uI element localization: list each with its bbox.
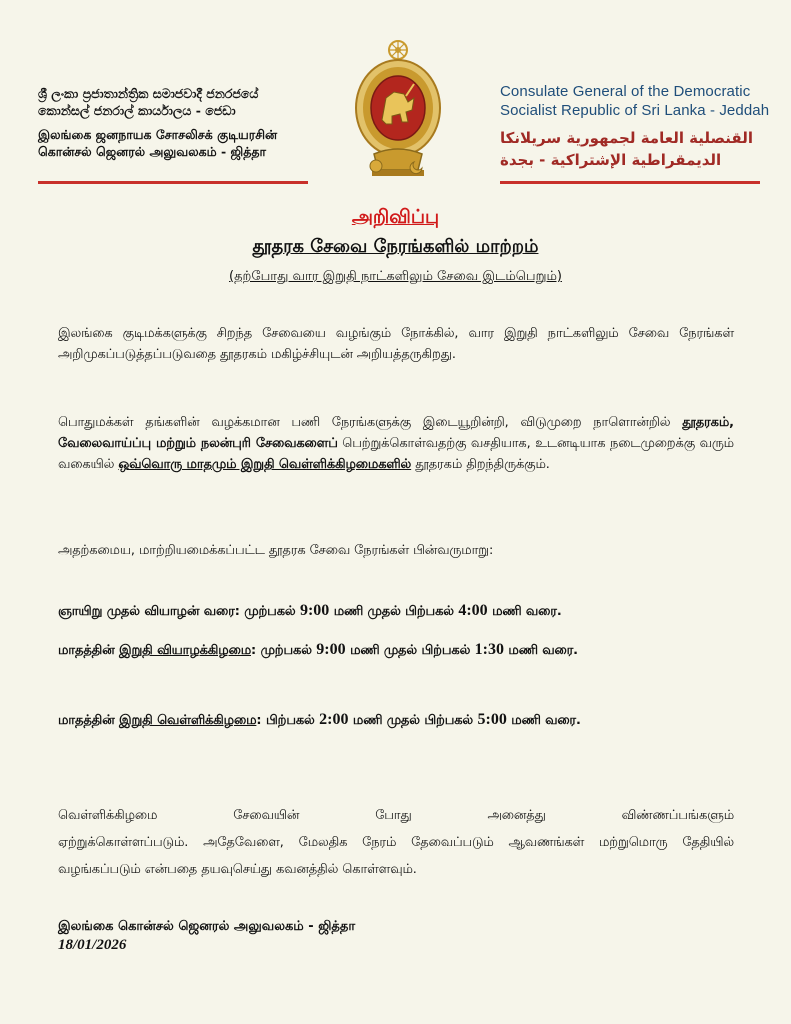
- s1-start-time: 9:00: [299, 602, 330, 619]
- tamil-line-2: கொன்சல் ஜெனரல் அலுவலகம் - ஜித்தா: [38, 144, 267, 159]
- sinhala-line-2: කොන්සල් ජනරාල් කාර්යාලය - ජෙඩා: [38, 103, 236, 118]
- tamil-line-1: இலங்கை ஜனநாயக சோசலிசக் குடியரசின்: [38, 127, 278, 142]
- arabic-line-2: الديمقراطية الإشتراكية - بجدة: [500, 151, 722, 169]
- letterhead: [0, 0, 791, 190]
- schedule-last-friday: [58, 705, 734, 736]
- s3-pre: மாதத்தின்: [58, 713, 120, 728]
- signature: இலங்கை கொன்சல் ஜெனரல் அலுவலகம் - ஜித்தா: [58, 919, 356, 934]
- sri-lanka-emblem-icon: [352, 38, 444, 182]
- s3-mid: மணி முதல் பிற்பகல்: [348, 713, 478, 728]
- s2-pre: மாதத்தின்: [58, 643, 120, 658]
- paragraph-details: [58, 412, 734, 475]
- p2-last-fridays: ஒவ்வொரு மாதமும் இறுதி வெள்ளிக்கிழமைகளில்: [118, 457, 412, 472]
- paragraph-intro: இலங்கை குடிமக்களுக்கு சிறந்த சேவையை வழங்கும் நோக்கில், வார இறுதி நாட்களிலும் சேவை நேரங்கள் அறிமுகப்படுத்தப்படுவதை தூதரகம் மகிழ்ச்சியுடன் அறியத்தருகிறது.: [58, 326, 734, 362]
- s3-colon: : பிற்பகல்: [256, 713, 320, 728]
- s2-mid: மணி முதல் பிற்பகல்: [345, 643, 475, 658]
- p2-services: தூதரகம், வேலைவாய்ப்பு மற்றும் நலன்புரி சேவைகளைப்: [58, 415, 734, 451]
- closing-line-1: வெள்ளிக்கிழமை சேவையின் போது அனைத்து விண்ணப்பங்களும்: [58, 808, 734, 823]
- header-rule-left: [38, 181, 308, 184]
- s1-days: ஞாயிறு முதல் வியாழன் வரை: முற்பகல்: [58, 604, 300, 619]
- arabic-line-1: القنصلية العامة لجمهورية سريلانكا: [500, 129, 754, 147]
- s3-end-time: 5:00: [477, 711, 507, 728]
- english-line-1: Consulate General of the Democratic: [500, 83, 751, 100]
- s2-end-time: 1:30: [474, 641, 504, 658]
- s3-start-time: 2:00: [319, 711, 349, 728]
- p2-text-b: பெற்றுக்கொள்வதற்கு வசதியாக, உடனடியாக நடைமுறைக்கு வரும் வகையில்: [58, 436, 734, 472]
- notice-label: அறிவிப்பு: [351, 206, 440, 228]
- paragraph-closing: [58, 802, 734, 883]
- notice-title: தூதரக சேவை நேரங்களில் மாற்றம்: [252, 236, 539, 257]
- s3-end: மணி வரை.: [506, 713, 581, 728]
- header-rule-right: [500, 181, 760, 184]
- p2-text-c: தூதரகம் திறந்திருக்கும்.: [411, 457, 550, 472]
- s3-day: இறுதி வெள்ளிக்கிழமை: [119, 713, 257, 728]
- s1-end: மணி வரை.: [487, 604, 562, 619]
- english-line-2: Socialist Republic of Sri Lanka - Jeddah: [500, 102, 770, 119]
- schedule-weekdays: [58, 596, 734, 627]
- letterhead-right: [500, 82, 782, 171]
- sinhala-line-1: ශ්‍රී ලංකා ප්‍රජාතාන්ත්‍රික සමාජවාදී ජනරජයේ: [38, 86, 259, 101]
- s2-start-time: 9:00: [316, 641, 346, 658]
- schedule-last-thursday: [58, 635, 734, 666]
- p2-text-a: பொதுமக்கள் தங்களின் வழக்கமான பணி நேரங்களுக்கு இடையூறின்றி, விடுமுறை நாளொன்றில்: [58, 415, 683, 430]
- paragraph-schedule-intro: அதற்கமைய, மாற்றியமைக்கப்பட்ட தூதரக சேவை நேரங்கள் பின்வருமாறு:: [58, 543, 494, 558]
- notice-subtitle: (தற்போது வார இறுதி நாட்களிலும் சேவை இடம்பெறும்): [229, 269, 562, 284]
- s1-mid: மணி முதல் பிற்பகல்: [329, 604, 459, 619]
- date: 18/01/2026: [58, 937, 127, 953]
- s2-colon: : முற்பகல்: [251, 643, 317, 658]
- s1-end-time: 4:00: [458, 602, 488, 619]
- letterhead-left: [38, 85, 313, 160]
- notice-heading: [0, 203, 791, 287]
- closing-rest: ஏற்றுக்கொள்ளப்படும். அதேவேளை, மேலதிக நேரம் தேவைப்படும் ஆவணங்கள் மற்றுமொரு தேதியில் வழங்கப்படும் என்பதை தயவுசெய்து கவனத்தில் கொள்ளவும்.: [58, 835, 734, 877]
- s2-end: மணி வரை.: [503, 643, 579, 658]
- s2-day: இறுதி வியாழக்கிழமை: [119, 643, 251, 658]
